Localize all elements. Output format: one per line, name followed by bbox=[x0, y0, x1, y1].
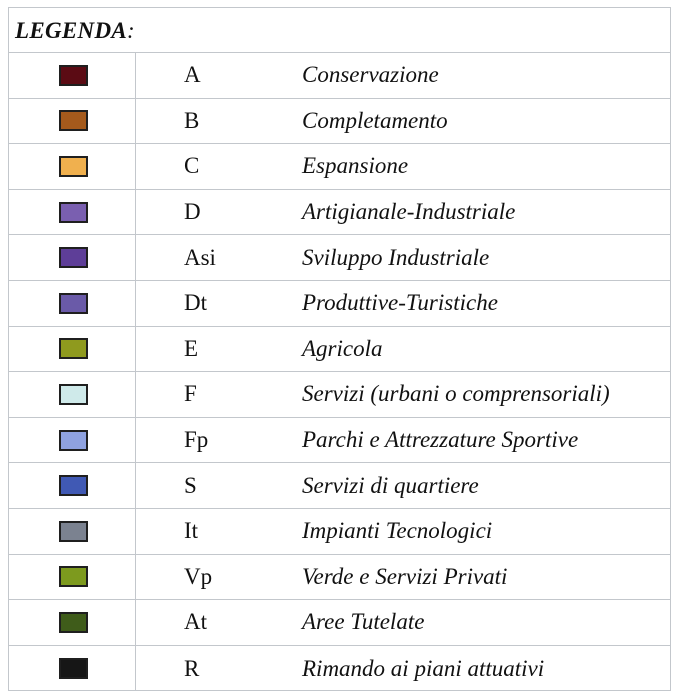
zone-description: Completamento bbox=[302, 107, 448, 133]
legend-row bbox=[9, 418, 670, 464]
legend-row bbox=[9, 235, 670, 281]
zone-code: F bbox=[184, 381, 197, 407]
swatch-cell bbox=[9, 53, 136, 98]
zone-description: Aree Tutelate bbox=[302, 609, 425, 635]
legend-row bbox=[9, 509, 670, 555]
color-swatch bbox=[59, 110, 88, 131]
legend-row bbox=[9, 99, 670, 145]
zone-code: Dt bbox=[184, 290, 207, 316]
zone-code: Asi bbox=[184, 244, 216, 270]
zone-code: E bbox=[184, 335, 199, 361]
swatch-cell bbox=[9, 144, 136, 189]
swatch-cell bbox=[9, 190, 136, 235]
swatch-cell bbox=[9, 372, 136, 417]
color-swatch bbox=[59, 384, 88, 405]
swatch-cell bbox=[9, 463, 136, 508]
legend-row bbox=[9, 463, 670, 509]
color-swatch bbox=[59, 566, 88, 587]
color-swatch bbox=[59, 475, 88, 496]
legend-row bbox=[9, 600, 670, 646]
swatch-cell bbox=[9, 646, 136, 692]
zone-code: At bbox=[184, 609, 207, 635]
legend-row bbox=[9, 281, 670, 327]
swatch-cell bbox=[9, 600, 136, 645]
legend-row bbox=[9, 144, 670, 190]
legend-row bbox=[9, 646, 670, 692]
legend-rows bbox=[9, 53, 670, 691]
color-swatch bbox=[59, 156, 88, 177]
legend-table bbox=[8, 7, 671, 691]
color-swatch bbox=[59, 338, 88, 359]
legend-row bbox=[9, 555, 670, 601]
zone-description: Verde e Servizi Privati bbox=[302, 563, 508, 589]
color-swatch bbox=[59, 658, 88, 679]
color-swatch bbox=[59, 202, 88, 223]
legend-row bbox=[9, 372, 670, 418]
legend-title-colon: : bbox=[127, 18, 135, 43]
zone-code: Fp bbox=[184, 427, 209, 453]
legend-row bbox=[9, 53, 670, 99]
swatch-cell bbox=[9, 418, 136, 463]
legend-title bbox=[9, 8, 670, 53]
zone-code: A bbox=[184, 62, 201, 88]
zone-description: Espansione bbox=[302, 153, 409, 179]
color-swatch bbox=[59, 521, 88, 542]
zone-code: It bbox=[184, 518, 199, 544]
swatch-cell bbox=[9, 281, 136, 326]
zone-code: R bbox=[184, 655, 200, 681]
swatch-cell bbox=[9, 327, 136, 372]
zone-code: C bbox=[184, 153, 200, 179]
zone-description: Sviluppo Industriale bbox=[302, 244, 490, 270]
legend-row bbox=[9, 327, 670, 373]
color-swatch bbox=[59, 247, 88, 268]
zone-description: Artigianale-Industriale bbox=[302, 199, 516, 225]
swatch-cell bbox=[9, 99, 136, 144]
color-swatch bbox=[59, 293, 88, 314]
color-swatch bbox=[59, 612, 88, 633]
zone-description: Servizi (urbani o comprensoriali) bbox=[302, 381, 610, 407]
swatch-cell bbox=[9, 555, 136, 600]
legend-title-text: LEGENDA bbox=[15, 18, 128, 43]
zone-description: Conservazione bbox=[302, 62, 439, 88]
zone-description: Servizi di quartiere bbox=[302, 472, 479, 498]
swatch-cell bbox=[9, 509, 136, 554]
zone-description: Impianti Tecnologici bbox=[302, 518, 493, 544]
zone-description: Rimando ai piani attuativi bbox=[302, 655, 545, 681]
zone-code: D bbox=[184, 199, 201, 225]
swatch-cell bbox=[9, 235, 136, 280]
color-swatch bbox=[59, 65, 88, 86]
zone-description: Agricola bbox=[302, 335, 383, 361]
zone-code: B bbox=[184, 107, 200, 133]
color-swatch bbox=[59, 430, 88, 451]
legend-row bbox=[9, 190, 670, 236]
zone-code: S bbox=[184, 472, 197, 498]
zone-description: Parchi e Attrezzature Sportive bbox=[302, 427, 579, 453]
zone-description: Produttive-Turistiche bbox=[302, 290, 498, 316]
zone-code: Vp bbox=[184, 563, 213, 589]
